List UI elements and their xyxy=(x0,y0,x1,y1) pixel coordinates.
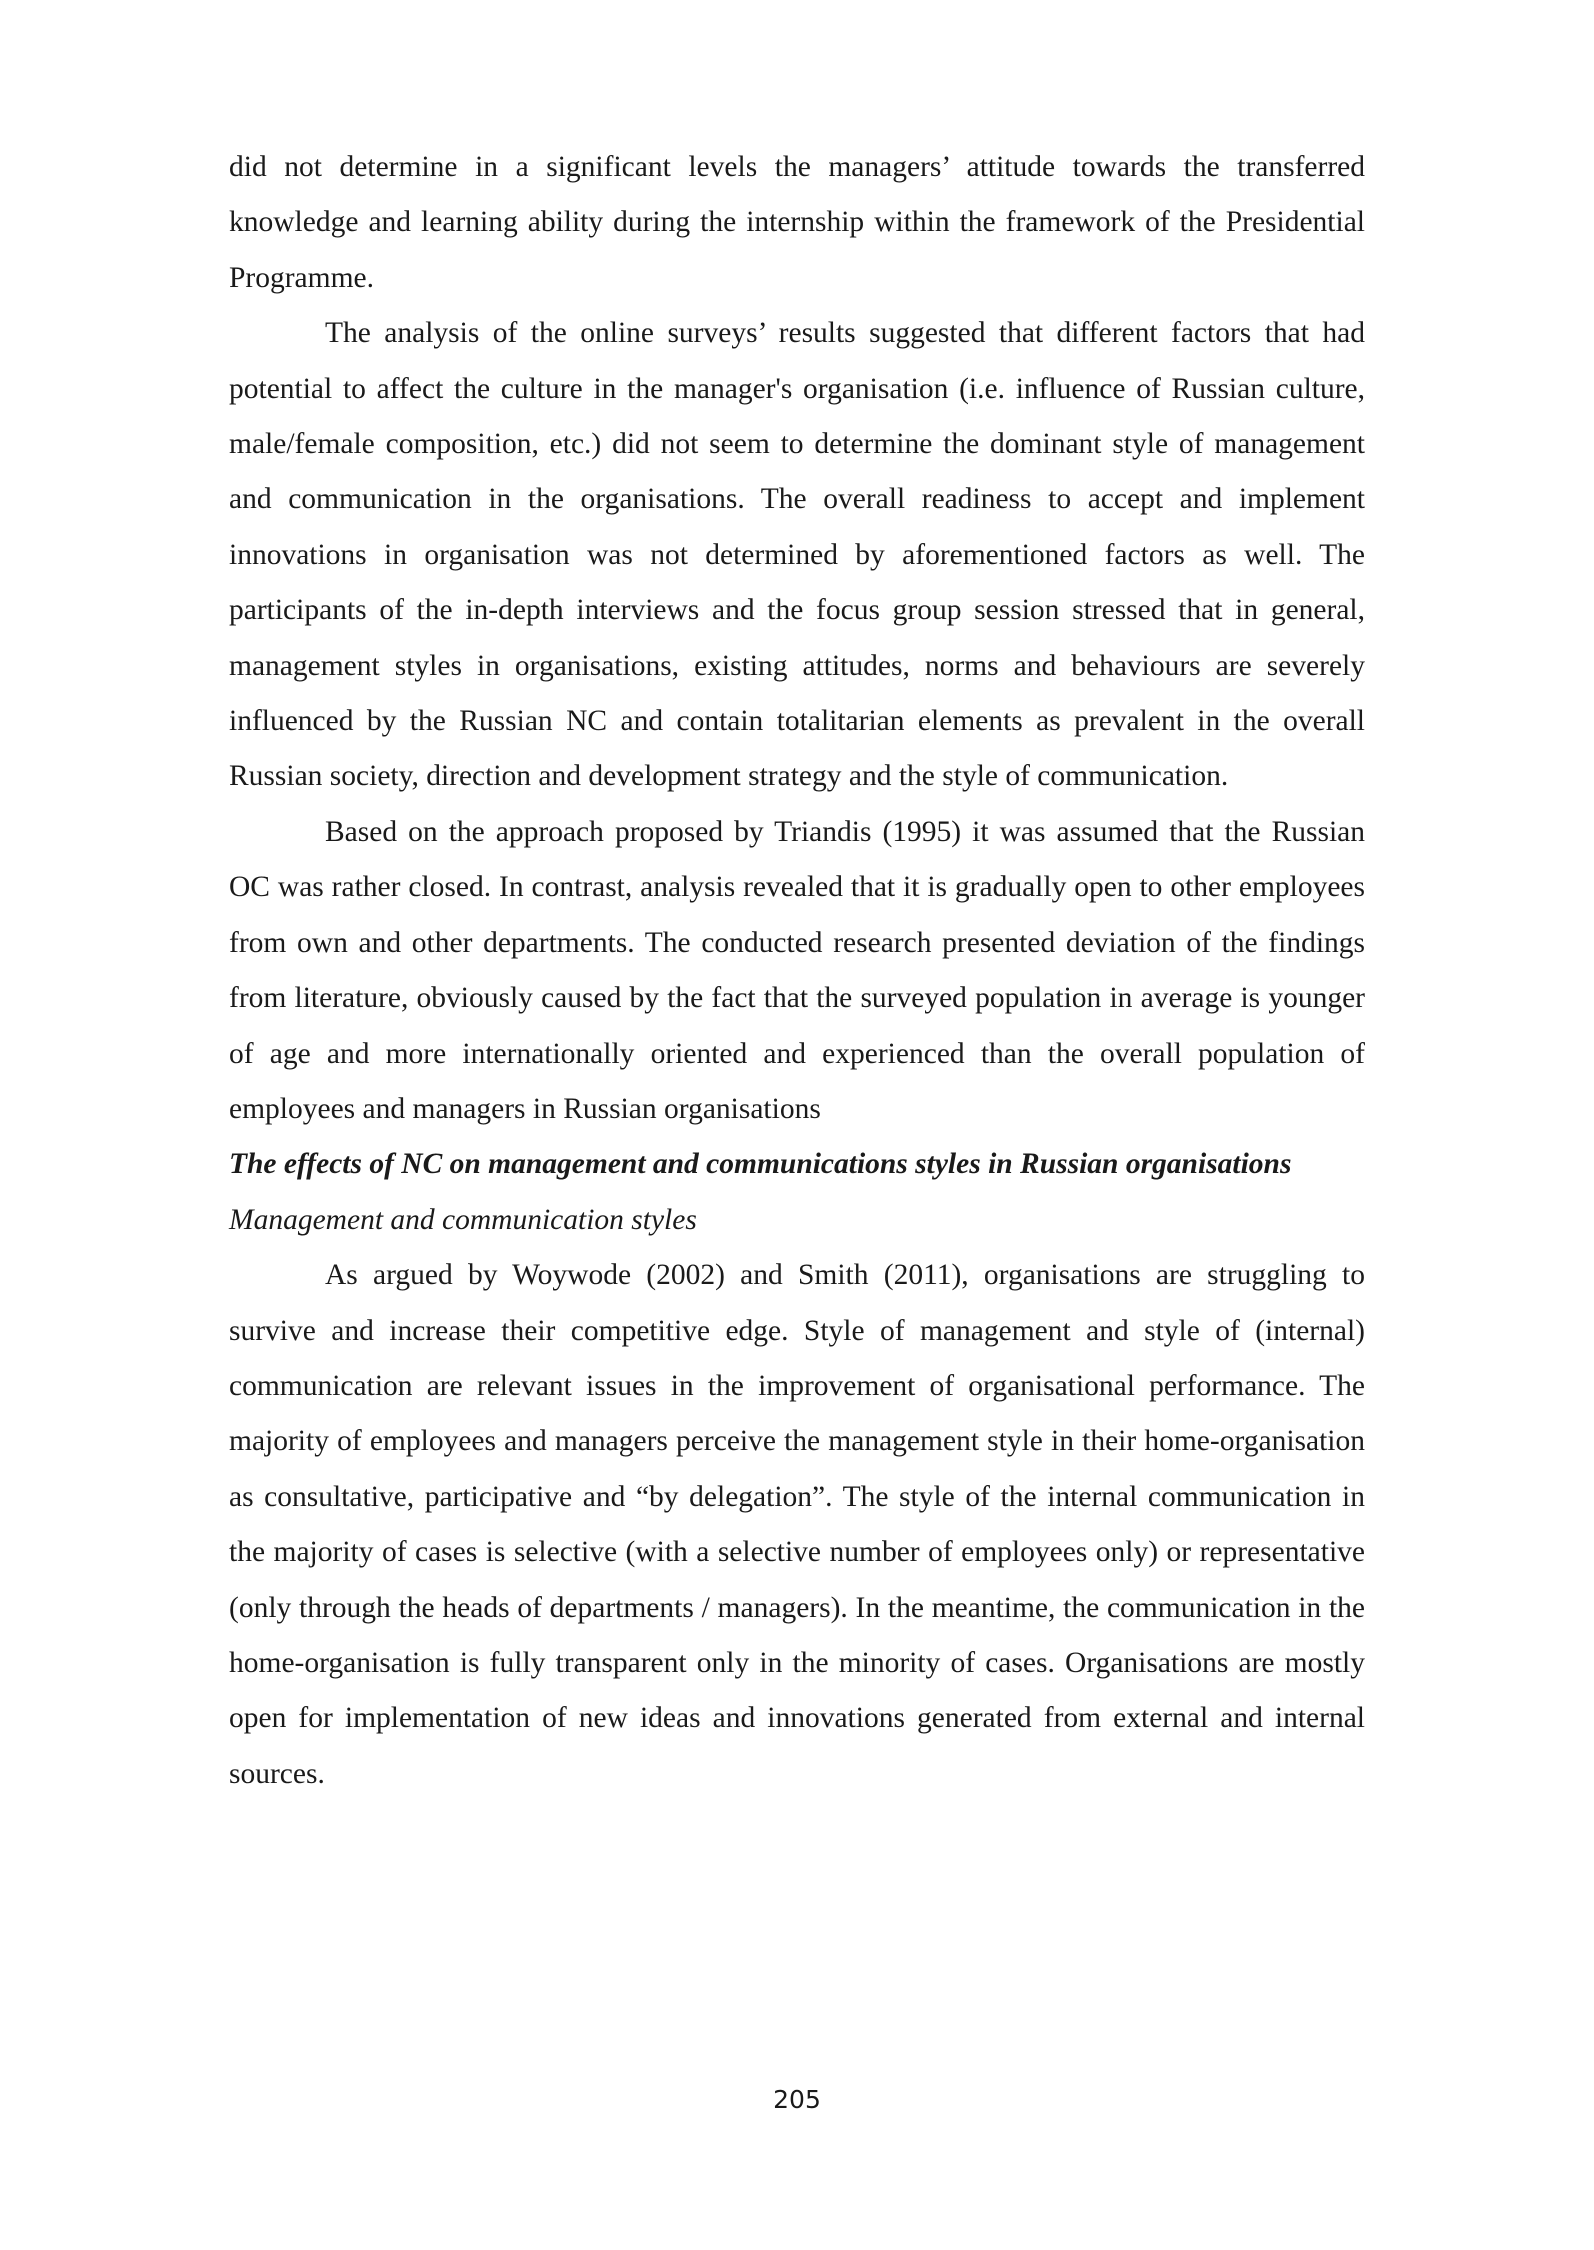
section-heading: The effects of NC on management and communications styles in Russian organisations xyxy=(229,1148,1292,1181)
paragraph-continuation: did not determine in a significant levels the managers’ attitude towards the transferred knowledge and learning ability during the internship within the framework of the Presidential Programme. xyxy=(229,151,1365,294)
paragraph-online-surveys: The analysis of the online surveys’ results suggested that different factors that had potential to affect the culture in the manager's organisation (i.e. influence of Russian culture, male/female composition, etc.) did not seem to determine the dominant style of management and communication in the organisations. The overall readiness to accept and implement innovations in organisation was not determined by aforementioned factors as well. The participants of the in-depth interviews and the focus group session stressed that in general, management styles in organisations, existing attitudes, norms and behaviours are severely influenced by the Russian NC and contain totalitarian elements as prevalent in the overall Russian society, direction and development strategy and the style of communication. xyxy=(229,317,1365,793)
page-body xyxy=(229,140,1365,1802)
page-number: 205 xyxy=(773,2085,821,2114)
section-subheading: Management and communication styles xyxy=(229,1203,697,1236)
paragraph-woywode-smith: As argued by Woywode (2002) and Smith (2011), organisations are struggling to survive and increase their competitive edge. Style of management and style of (internal) communication are relevant issues in the improvement of organisational performance. The majority of employees and managers perceive the management style in their home-organisation as consultative, participative and “by delegation”. The style of the internal communication in the majority of cases is selective (with a selective number of employees only) or representative (only through the heads of departments / managers). In the meantime, the communication in the home-organisation is fully transparent only in the minority of cases. Organisations are mostly open for implementation of new ideas and innovations generated from external and internal sources. xyxy=(229,1259,1365,1790)
paragraph-triandis: Based on the approach proposed by Triandis (1995) it was assumed that the Russian OC was rather closed. In contrast, analysis revealed that it is gradually open to other employees from own and other departments. The conducted research presented deviation of the findings from literature, obviously caused by the fact that the surveyed population in average is younger of age and more internationally oriented and experienced than the overall population of employees and managers in Russian organisations xyxy=(229,815,1365,1125)
